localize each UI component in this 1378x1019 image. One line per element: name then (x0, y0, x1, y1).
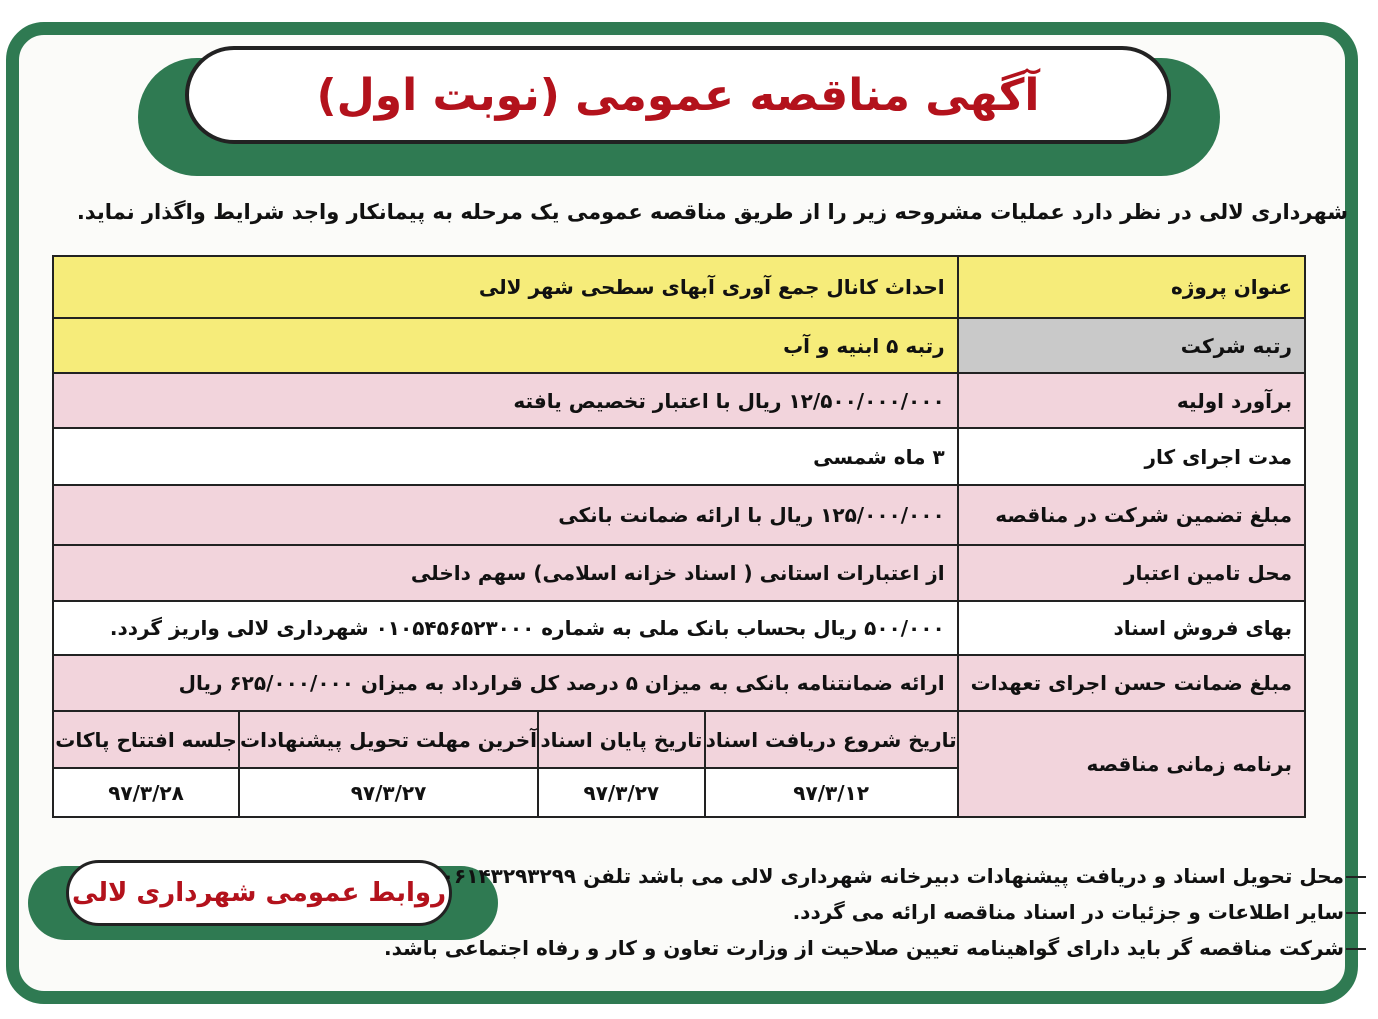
schedule-date-row (54, 768, 957, 816)
schedule-date: ۹۷/۳/۲۸ (54, 768, 239, 816)
schedule-header: آخرین مهلت تحویل پیشنهادات (239, 712, 538, 768)
schedule-date: ۹۷/۳/۲۷ (538, 768, 705, 816)
tender-details-table (52, 255, 1306, 818)
schedule-date: ۹۷/۳/۱۲ (705, 768, 957, 816)
notes-list (383, 858, 1356, 966)
schedule-date: ۹۷/۳/۲۷ (239, 768, 538, 816)
note-item: شرکت مناقصه گر باید دارای گواهینامه تعیین صلاحیت از وزارت تعاون و کار و رفاه اجتماعی باشد. (476, 930, 1356, 966)
table-row (53, 373, 1305, 428)
footer-pill (66, 860, 452, 926)
row-label: مبلغ ضمانت حسن اجرای تعهدات (958, 655, 1305, 711)
row-value: ۱۲/۵۰۰/۰۰۰/۰۰۰ ریال با اعتبار تخصیص یافته (53, 373, 958, 428)
table-row (53, 655, 1305, 711)
table-row (53, 428, 1305, 485)
row-value: ۵۰۰/۰۰۰ ریال بحساب بانک ملی به شماره ۰۱۰۵۴۵۶۵۲۳۰۰۰ شهرداری لالی واریز گردد. (53, 601, 958, 655)
notice-title: آگهی مناقصه عمومی (نوبت اول) (316, 69, 1040, 121)
table-row (53, 318, 1305, 373)
table-row (53, 545, 1305, 601)
schedule-table (54, 712, 957, 816)
note-item: محل تحویل اسناد و دریافت پیشنهادات دبیرخانه شهرداری لالی می باشد تلفن ۰۶۱۴۳۲۹۳۲۹۹ (476, 858, 1356, 894)
row-value: ارائه ضمانتنامه بانکی به میزان ۵ درصد کل قرارداد به میزان ۶۲۵/۰۰۰/۰۰۰ ریال (53, 655, 958, 711)
table-row (53, 485, 1305, 545)
schedule-cell (53, 711, 958, 817)
intro-paragraph: شهرداری لالی در نظر دارد عملیات مشروحه زیر را از طریق مناقصه عمومی یک مرحله به پیمانکار واجد شرایط واگذار نماید. (76, 200, 1348, 224)
row-label: برآورد اولیه (958, 373, 1305, 428)
table-row (53, 601, 1305, 655)
row-value: رتبه ۵ ابنیه و آب (53, 318, 958, 373)
schedule-header-row (54, 712, 957, 768)
row-label: مدت اجرای کار (958, 428, 1305, 485)
schedule-header: تاریخ شروع دریافت اسناد (705, 712, 957, 768)
schedule-row (53, 711, 1305, 817)
table-row (53, 256, 1305, 318)
title-pill (185, 46, 1171, 144)
public-relations-label: روابط عمومی شهرداری لالی (71, 878, 447, 908)
row-value: از اعتبارات استانی ( اسناد خزانه اسلامی) سهم داخلی (53, 545, 958, 601)
row-label: رتبه شرکت (958, 318, 1305, 373)
note-item: سایر اطلاعات و جزئیات در اسناد مناقصه ارائه می گردد. (476, 894, 1356, 930)
row-value: احداث کانال جمع آوری آبهای سطحی شهر لالی (53, 256, 958, 318)
row-label: بهای فروش اسناد (958, 601, 1305, 655)
row-label: عنوان پروژه (958, 256, 1305, 318)
row-value: ۱۲۵/۰۰۰/۰۰۰ ریال با ارائه ضمانت بانکی (53, 485, 958, 545)
schedule-header: تاریخ پایان اسناد (538, 712, 705, 768)
schedule-label: برنامه زمانی مناقصه (958, 711, 1305, 817)
schedule-header: جلسه افتتاح پاکات (55, 727, 237, 752)
row-label: محل تامین اعتبار (958, 545, 1305, 601)
row-label: مبلغ تضمین شرکت در مناقصه (958, 485, 1305, 545)
row-value: ۳ ماه شمسی (53, 428, 958, 485)
